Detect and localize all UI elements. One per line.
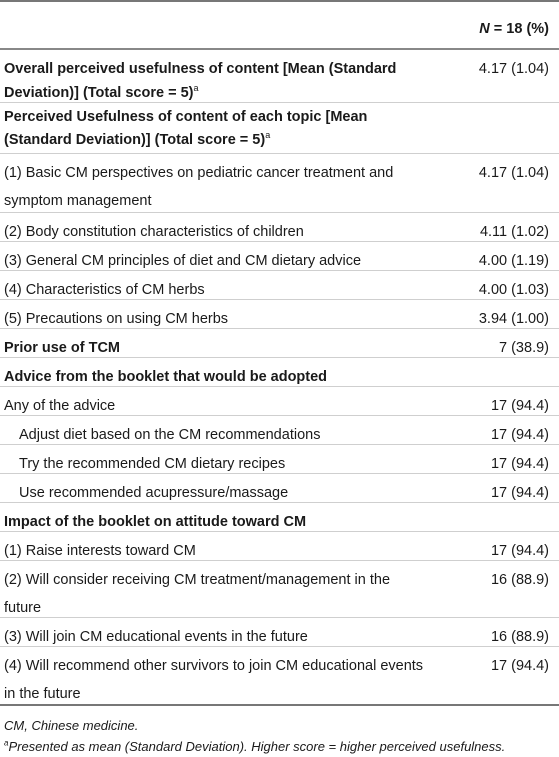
table-footnotes	[0, 706, 559, 757]
row-acupressure	[0, 474, 559, 503]
row-impact-2	[0, 561, 559, 618]
row-each-topic	[0, 103, 559, 153]
row-adjust-diet-label: Adjust diet based on the CM recommendations	[19, 427, 321, 443]
row-impact-4	[0, 647, 559, 704]
row-any-advice-value: 17 (94.4)	[490, 398, 549, 414]
row-overall-value: 4.17 (1.04)	[478, 61, 549, 77]
row-prior-tcm	[0, 329, 559, 358]
row-each-topic-text: Perceived Usefulness of content of each topic [Mean (Standard Deviation)] (Total score = 5)	[4, 109, 368, 148]
row-prior-tcm-value: 7 (38.9)	[499, 340, 549, 356]
row-topic-1-label: (1) Basic CM perspectives on pediatric cancer treatment and symptom management	[4, 165, 394, 209]
row-topic-5-value: 3.94 (1.00)	[478, 311, 549, 327]
row-topic-5-label: (5) Precautions on using CM herbs	[4, 311, 229, 327]
row-advice-head	[0, 358, 559, 387]
row-try-recipes-label: Try the recommended CM dietary recipes	[19, 456, 286, 472]
row-topic-3-value: 4.00 (1.19)	[478, 253, 549, 269]
row-topic-3-label: (3) General CM principles of diet and CM dietary advice	[4, 253, 362, 269]
row-impact-3-label: (3) Will join CM educational events in the future	[4, 629, 308, 645]
row-overall-label	[0, 55, 429, 105]
row-overall-sup: a	[193, 83, 199, 94]
row-topic-2-value: 4.11 (1.02)	[479, 224, 549, 240]
row-try-recipes	[0, 445, 559, 474]
row-topic-1-value: 4.17 (1.04)	[478, 165, 549, 181]
footnote-a	[4, 736, 559, 757]
row-topic-2	[0, 213, 559, 242]
row-try-recipes-value: 17 (94.4)	[490, 456, 549, 472]
row-adjust-diet	[0, 416, 559, 445]
row-topic-2-label: (2) Body constitution characteristics of children	[4, 224, 304, 240]
row-topic-5	[0, 300, 559, 329]
row-impact-3	[0, 618, 559, 647]
table-header-row	[0, 2, 559, 50]
row-impact-1-value: 17 (94.4)	[490, 543, 549, 559]
row-impact-3-value: 16 (88.9)	[490, 629, 549, 645]
row-each-topic-label	[0, 106, 429, 152]
row-impact-1-label: (1) Raise interests toward CM	[4, 543, 196, 559]
header-n-value: = 18 (%)	[489, 21, 549, 37]
row-prior-tcm-label: Prior use of TCM	[4, 340, 121, 356]
row-any-advice-label: Any of the advice	[4, 398, 116, 414]
footnote-abbreviation: CM, Chinese medicine.	[4, 718, 139, 733]
row-acupressure-value: 17 (94.4)	[490, 485, 549, 501]
row-topic-4	[0, 271, 559, 300]
footnote-a-marker: a	[4, 738, 9, 748]
header-n-label: N	[479, 21, 490, 37]
row-impact-4-label: (4) Will recommend other survivors to join CM educational events in the future	[4, 658, 424, 702]
row-any-advice	[0, 387, 559, 416]
row-impact-1	[0, 532, 559, 561]
row-each-topic-sup: a	[265, 130, 271, 141]
row-advice-head-label: Advice from the booklet that would be adopted	[4, 369, 328, 385]
row-topic-3	[0, 242, 559, 271]
header-n-cell	[429, 15, 559, 43]
row-topic-4-label: (4) Characteristics of CM herbs	[4, 282, 205, 298]
row-adjust-diet-value: 17 (94.4)	[490, 427, 549, 443]
row-topic-4-value: 4.00 (1.03)	[478, 282, 549, 298]
row-impact-head-label: Impact of the booklet on attitude toward CM	[4, 514, 307, 530]
row-topic-1	[0, 153, 559, 213]
row-acupressure-label: Use recommended acupressure/massage	[19, 485, 289, 501]
row-overall	[0, 50, 559, 103]
row-impact-2-label: (2) Will consider receiving CM treatment/management in the future	[4, 572, 391, 616]
row-overall-text: Overall perceived usefulness of content [Mean (Standard Deviation)] (Total score = 5)	[4, 61, 397, 101]
row-impact-head	[0, 503, 559, 532]
row-impact-4-value: 17 (94.4)	[490, 658, 549, 674]
footnote-a-text: Presented as mean (Standard Deviation). Higher score = higher perceived usefulness.	[8, 739, 506, 754]
row-impact-2-value: 16 (88.9)	[490, 572, 549, 588]
